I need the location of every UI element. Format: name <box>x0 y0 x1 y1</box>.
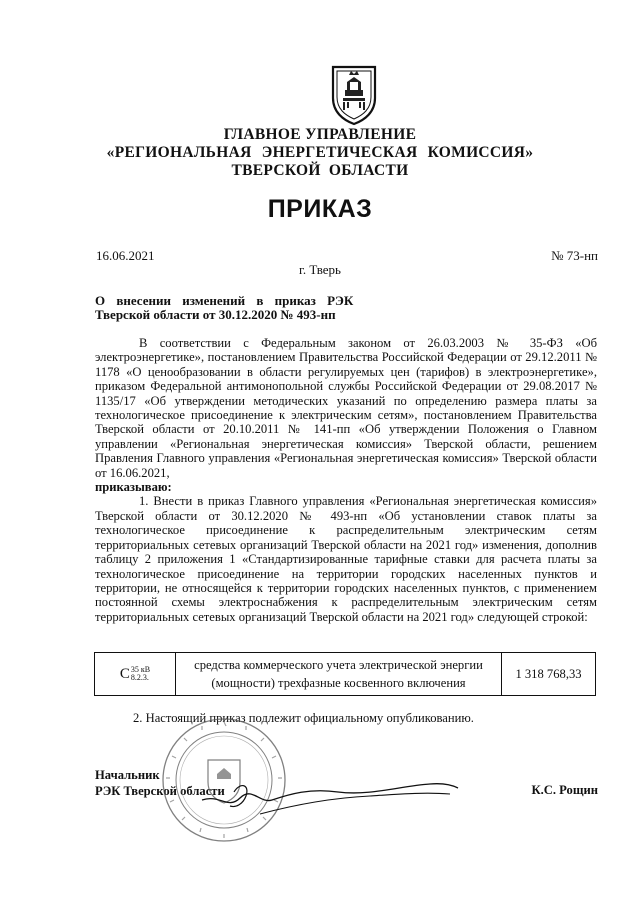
issuer-line-1: ГЛАВНОЕ УПРАВЛЕНИЕ <box>223 126 417 143</box>
rate-table <box>94 652 596 696</box>
table-row <box>95 653 596 696</box>
order-word: приказываю: <box>95 480 172 495</box>
rate-value-cell: 1 318 768,33 <box>502 653 596 696</box>
rate-superscript: 35 кВ <box>130 665 151 674</box>
document-city: г. Тверь <box>299 262 341 277</box>
document-body <box>95 336 597 624</box>
document-date: 16.06.2021 <box>96 248 155 263</box>
rate-symbol-cell <box>95 653 176 696</box>
signer-name: К.С. Рощин <box>531 783 598 797</box>
document-number: № 73-нп <box>551 248 598 263</box>
rate-symbol: C <box>119 665 130 682</box>
document-subject <box>95 294 395 322</box>
handwritten-signature-icon <box>200 770 460 830</box>
document-title: ПРИКАЗ <box>267 195 373 223</box>
rate-formula <box>120 666 150 683</box>
preamble-paragraph: В соответствии с Федеральным законом от 26.03.2003 № 35-ФЗ «Об электроэнергетике», постановлением Правительства Российской Федерации от 29.12.2011 № 1178 «О ценообразовании в области регулируемых цен (тарифов) в электроэнергетике», приказом Федеральной антимонопольной службы Российской Федерации от 29.08.2017 № 1135/17 «Об утверждении методических указаний по определению размера платы за технологическое присоединение к электрическим сетям», постановлением Правительства Тверской области от 20.10.2011 № 141-пп «Об утверждении Положения о Главном управлении «Региональная энергетическая комиссия» Тверской области, решением Правления Главного управления «Региональная энергетическая комиссия» Тверской области от 16.06.2021, <box>95 336 597 480</box>
rate-subscript: 8.2.3. <box>130 673 149 682</box>
subject-line-1: О внесении изменений в приказ РЭК <box>95 293 354 308</box>
issuer-line-2: «РЕГИОНАЛЬНАЯ ЭНЕРГЕТИЧЕСКАЯ КОМИССИЯ» <box>106 144 534 161</box>
subject-line-2: Тверской области от 30.12.2020 № 493-нп <box>95 307 336 322</box>
coat-of-arms-icon <box>329 64 379 126</box>
signer-role-line-1: Начальник <box>95 768 160 782</box>
issuer-line-3: ТВЕРСКОЙ ОБЛАСТИ <box>231 162 409 179</box>
item-1-paragraph: 1. Внести в приказ Главного управления «Региональная энергетическая комиссия» Тверской области от 30.12.2020 № 493-нп «Об установлении ставок платы за технологическое присоединение к распределительным электрическим сетям территориальных сетевых организаций Тверской области на 2021 год» изменения, дополнив таблицу 2 приложения 1 «Стандартизированные тарифные ставки для расчета платы за технологическое присоединение на территории городских населенных пунктов и территории, не относящейся к территории городских населенных пунктов, с применением постоянной схемы электроснабжения к распределительным электрическим сетям территориальных сетевых организаций Тверской области на 2021 год» следующей строкой: <box>95 494 597 624</box>
rate-description-cell: средства коммерческого учета электрической энергии (мощности) трехфазные косвенного включения <box>176 653 502 696</box>
signer-role-line-2: РЭК Тверской области <box>95 784 225 798</box>
item-2-paragraph: 2. Настоящий приказ подлежит официальному опубликованию. <box>133 711 474 725</box>
rate-indices <box>131 666 150 682</box>
